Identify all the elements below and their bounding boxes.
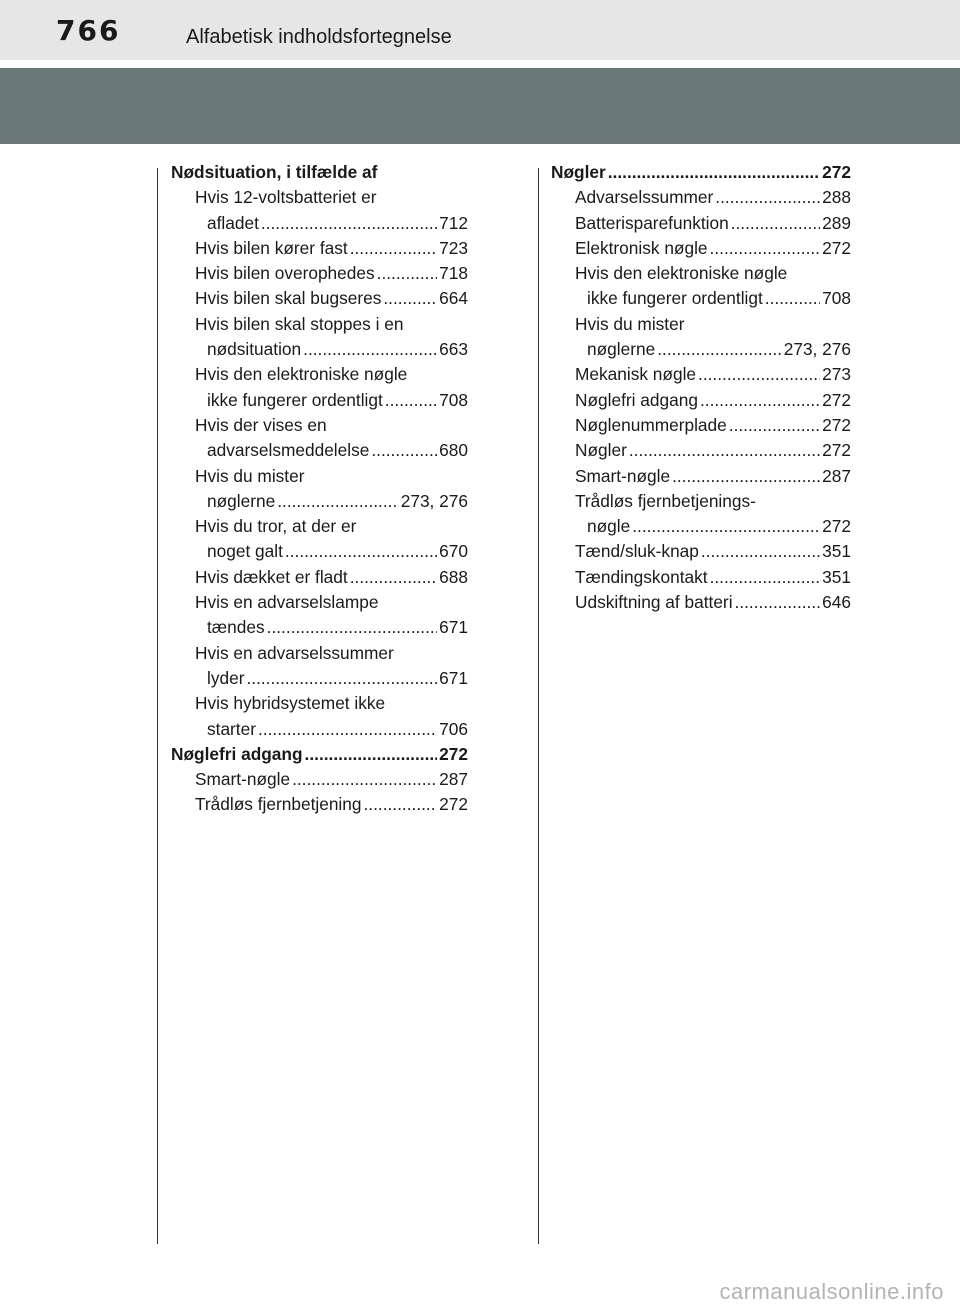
index-entry	[195, 767, 468, 792]
dot-leader	[303, 337, 437, 362]
page-reference: 289	[822, 212, 851, 233]
index-subentry-label: Hvis du mister	[575, 313, 685, 334]
page-reference: 646	[822, 592, 851, 613]
page-reference: 288	[822, 187, 851, 208]
page-reference: 723	[439, 237, 468, 258]
index-subentry-label: Hvis du tror, at der er	[195, 516, 357, 537]
index-heading-entry	[171, 742, 468, 767]
page-reference: 671	[439, 667, 468, 688]
dot-leader	[246, 666, 437, 691]
dot-leader	[629, 438, 820, 463]
dot-leader	[258, 717, 437, 742]
index-entry	[575, 388, 851, 413]
index-subentry-label: Hvis den elektroniske nøgle	[575, 263, 788, 284]
dot-leader	[710, 236, 821, 261]
dot-leader	[385, 388, 437, 413]
page-reference: 351	[822, 566, 851, 587]
entry-label: Smart-nøgle	[575, 465, 671, 486]
index-entry	[575, 590, 851, 615]
index-entry	[575, 539, 851, 564]
dot-leader	[608, 160, 820, 185]
index-column-right	[551, 160, 851, 615]
dot-leader	[267, 615, 438, 640]
entry-label: Elektronisk nøgle	[575, 237, 708, 258]
index-subentry-label: Hvis den elektroniske nøgle	[195, 364, 408, 385]
page-reference: 351	[822, 541, 851, 562]
index-subentry-label: Hvis en advarselssummer	[195, 642, 394, 663]
entry-label: Udskiftning af batteri	[575, 592, 733, 613]
index-entry	[195, 236, 468, 261]
entry-label: Hvis bilen skal bugseres	[195, 288, 382, 309]
watermark-text: carmanualsonline.info	[719, 1279, 944, 1304]
entry-label: nøgle	[587, 516, 631, 537]
index-entry	[207, 438, 468, 463]
entry-label: Smart-nøgle	[195, 769, 291, 790]
page-reference: 670	[439, 541, 468, 562]
entry-label: Hvis bilen kører fast	[195, 237, 348, 258]
dot-leader	[710, 565, 821, 590]
page-reference: 272	[822, 162, 851, 182]
index-subentry-label: Hvis der vises en	[195, 414, 327, 435]
entry-label: afladet	[207, 212, 259, 233]
page-title: Alfabetisk indholdsfortegnelse	[186, 26, 452, 48]
dot-leader	[701, 539, 820, 564]
index-entry	[575, 438, 851, 463]
entry-label: starter	[207, 718, 256, 739]
page-reference: 272	[822, 440, 851, 461]
index-entry	[207, 489, 468, 514]
dot-leader	[765, 286, 820, 311]
index-entry	[207, 539, 468, 564]
entry-label: Tænd/sluk-knap	[575, 541, 699, 562]
dot-leader	[672, 464, 820, 489]
dot-leader	[285, 539, 437, 564]
index-entry	[575, 211, 851, 236]
dot-leader	[715, 185, 820, 210]
page-reference: 272	[822, 237, 851, 258]
page-reference: 706	[439, 718, 468, 739]
dot-leader	[371, 438, 437, 463]
column-rule-left	[157, 168, 158, 1244]
index-entry	[575, 565, 851, 590]
index-entry	[587, 514, 851, 539]
entry-label: noget galt	[207, 541, 283, 562]
entry-label: ikke fungerer ordentligt	[587, 288, 763, 309]
dot-leader	[383, 286, 437, 311]
dot-leader	[292, 767, 437, 792]
dot-leader	[350, 236, 437, 261]
index-entry	[195, 286, 468, 311]
page-reference: 287	[439, 769, 468, 790]
entry-label: Nøglefri adgang	[171, 743, 303, 764]
dot-leader	[657, 337, 782, 362]
page-reference: 712	[439, 212, 468, 233]
index-entry	[207, 666, 468, 691]
page-reference: 664	[439, 288, 468, 309]
page-reference: 708	[822, 288, 851, 309]
dot-leader	[698, 362, 820, 387]
page-reference: 718	[439, 263, 468, 284]
dot-leader	[364, 792, 438, 817]
index-entry	[587, 337, 851, 362]
header-band	[0, 68, 960, 144]
dot-leader	[350, 565, 437, 590]
index-entry	[575, 413, 851, 438]
page-reference: 688	[439, 566, 468, 587]
index-entry	[195, 261, 468, 286]
index-entry	[587, 286, 851, 311]
index-heading: Nødsituation, i tilfælde af	[171, 162, 378, 182]
page-reference: 272	[822, 516, 851, 537]
entry-label: Tændingskontakt	[575, 566, 708, 587]
dot-leader	[729, 413, 820, 438]
page-reference: 708	[439, 389, 468, 410]
entry-label: advarselsmeddelelse	[207, 440, 370, 461]
dot-leader	[735, 590, 821, 615]
entry-label: nøglerne	[587, 339, 656, 360]
entry-label: Advarselssummer	[575, 187, 714, 208]
index-entry	[575, 185, 851, 210]
index-subentry-label: Hvis 12-voltsbatteriet er	[195, 187, 377, 208]
page-reference: 272	[439, 794, 468, 815]
index-entry	[207, 615, 468, 640]
entry-label: nøglerne	[207, 490, 276, 511]
entry-label: Nøglefri adgang	[575, 389, 698, 410]
entry-label: Hvis dækket er fladt	[195, 566, 348, 587]
index-subentry-label: Hvis hybridsystemet ikke	[195, 693, 386, 714]
page-reference: 273	[822, 364, 851, 385]
index-entry	[207, 211, 468, 236]
index-entry	[195, 792, 468, 817]
index-entry	[575, 236, 851, 261]
dot-leader	[632, 514, 820, 539]
page-number: 766	[56, 14, 121, 47]
index-column-left	[171, 160, 468, 818]
page-reference: 287	[822, 465, 851, 486]
column-rule-right	[538, 168, 539, 1244]
page-reference: 671	[439, 617, 468, 638]
index-subentry-label: Hvis bilen skal stoppes i en	[195, 313, 404, 334]
entry-label: Batterisparefunktion	[575, 212, 729, 233]
page-reference: 272	[439, 743, 468, 764]
dot-leader	[261, 211, 437, 236]
index-subentry-label: Hvis du mister	[195, 465, 305, 486]
entry-label: Trådløs fjernbetjening	[195, 794, 362, 815]
dot-leader	[305, 742, 438, 767]
entry-label: Nøgler	[551, 162, 606, 182]
page-reference: 273, 276	[783, 339, 851, 360]
index-entry	[207, 388, 468, 413]
index-entry	[195, 565, 468, 590]
entry-label: Nøglenummerplade	[575, 414, 727, 435]
entry-label: nødsituation	[207, 339, 302, 360]
page-reference: 273, 276	[400, 490, 468, 511]
entry-label: Mekanisk nøgle	[575, 364, 697, 385]
index-subentry-label: Trådløs fjernbetjenings-	[575, 490, 756, 511]
page-reference: 272	[822, 414, 851, 435]
index-entry	[575, 362, 851, 387]
header-bar	[0, 0, 960, 60]
page-reference: 680	[439, 440, 468, 461]
index-subentry-label: Hvis en advarselslampe	[195, 592, 379, 613]
entry-label: Nøgler	[575, 440, 627, 461]
index-heading-entry	[551, 160, 851, 185]
dot-leader	[277, 489, 399, 514]
index-entry	[207, 717, 468, 742]
index-entry	[575, 464, 851, 489]
entry-label: tændes	[207, 617, 265, 638]
dot-leader	[731, 211, 820, 236]
entry-label: lyder	[207, 667, 245, 688]
page-reference: 272	[822, 389, 851, 410]
entry-label: ikke fungerer ordentligt	[207, 389, 383, 410]
dot-leader	[377, 261, 438, 286]
entry-label: Hvis bilen overophedes	[195, 263, 375, 284]
index-entry	[207, 337, 468, 362]
dot-leader	[700, 388, 820, 413]
page-reference: 663	[439, 339, 468, 360]
